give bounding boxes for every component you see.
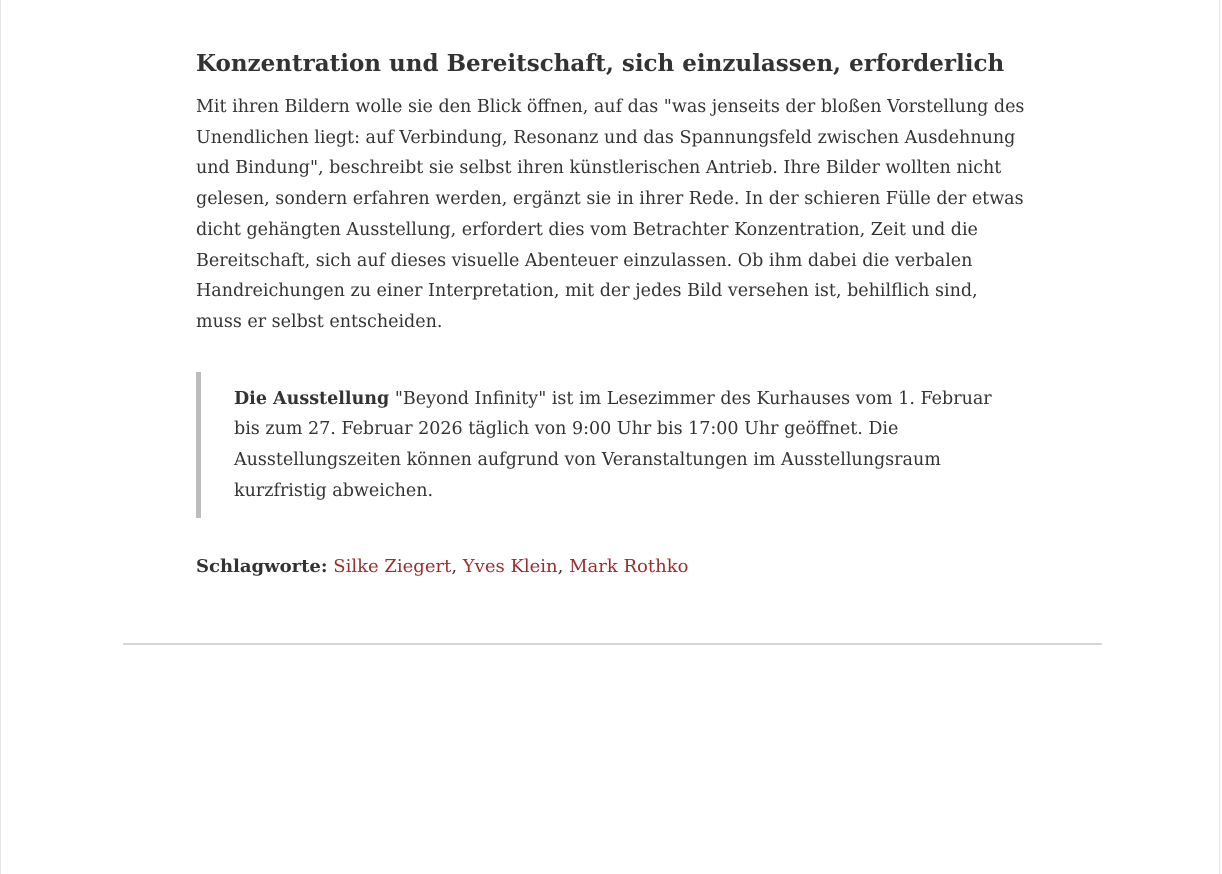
tag-separator: , [451,556,463,578]
tag-link-silke-ziegert[interactable]: Silke Ziegert [333,556,452,578]
exhibition-info-label: Die Ausstellung [234,388,390,409]
article-paragraph: Mit ihren Bildern wolle sie den Blick öffnen, auf das "was jenseits der bloßen Vorstellung des Unendlichen liegt: auf Verbindung, Resonanz und das Spannungsfeld zwischen Ausdehnung und Bindung", beschreibt sie selbst ihren künstlerischen Antrieb. Ihre Bilder wollten nicht gelesen, sondern erfahren werden, ergänzt sie in ihrer Rede. In der schieren Fülle der etwas dicht gehängten Ausstellung, erfordert dies vom Betrachter Konzentration, Zeit und die Bereitschaft, sich auf dieses visuelle Abenteuer einzulassen. Ob ihm dabei die verbalen Handreichungen zu einer Interpretation, mit der jedes Bild versehen ist, behilflich sind, muss er selbst entscheiden. [196,97,1025,332]
tags-label: Schlagworte: [196,556,328,578]
tags-row [196,552,1026,582]
tag-separator: , [557,556,570,578]
exhibition-info-text [234,384,994,507]
article-body [196,46,1026,582]
tag-link-yves-klein[interactable]: Yves Klein [462,556,558,578]
section-divider [123,643,1102,645]
exhibition-info-details: "Beyond Infinity" ist im Lesezimmer des Kurhauses vom 1. Februar bis zum 27. Februar 2026 täglich von 9:00 Uhr bis 17:00 Uhr geöffnet. Die Ausstellungszeiten können aufgrund von Veranstaltungen im Ausstellungsraum kurzfristig abweichen. [234,388,992,501]
tag-link-mark-rothko[interactable]: Mark Rothko [569,556,689,578]
section-heading: Konzentration und Bereitschaft, sich einzulassen, erforderlich [196,50,1005,77]
exhibition-info-box [196,372,1014,519]
